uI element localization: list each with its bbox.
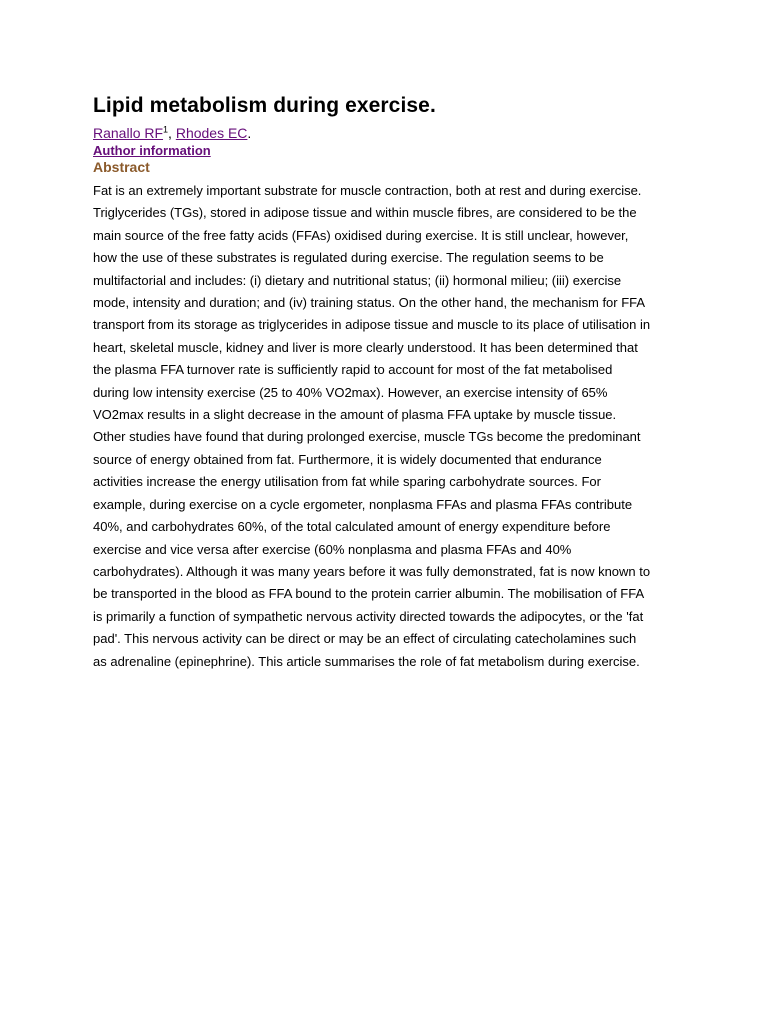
abstract-line: exercise and vice versa after exercise (60% nonplasma and plasma FFAs and 40%	[93, 541, 572, 557]
abstract-line: activities increase the energy utilisation from fat while sparing carbohydrate sources. For	[93, 474, 601, 490]
abstract-heading: Abstract	[93, 159, 150, 175]
abstract-line: the plasma FFA turnover rate is sufficiently rapid to account for most of the fat metabolised	[93, 362, 613, 378]
abstract-text	[93, 180, 683, 673]
abstract-line: Triglycerides (TGs), stored in adipose tissue and within muscle fibres, are considered to be the	[93, 205, 637, 221]
abstract-line: Fat is an extremely important substrate for muscle contraction, both at rest and during exercise.	[93, 183, 642, 198]
author-information-link[interactable]: Author information	[93, 143, 211, 158]
abstract-line: 40%, and carbohydrates 60%, of the total calculated amount of energy expenditure before	[93, 519, 611, 535]
article-title: Lipid metabolism during exercise.	[93, 94, 436, 117]
abstract-line: multifactorial and includes: (i) dietary and nutritional status; (ii) hormonal milieu; (iii) exercise	[93, 272, 622, 288]
author-affiliation-marker: 1	[163, 124, 169, 135]
article-content	[93, 92, 683, 673]
author-link-ranallo[interactable]: Ranallo RF	[93, 125, 164, 141]
abstract-line: VO2max results in a slight decrease in the amount of plasma FFA uptake by muscle tissue.	[93, 407, 617, 423]
abstract-line: Other studies have found that during prolonged exercise, muscle TGs become the predominant	[93, 429, 641, 445]
abstract-line: transport from its storage as triglycerides in adipose tissue and muscle to its place of utilisation in	[93, 317, 651, 333]
abstract-line: how the use of these substrates is regulated during exercise. The regulation seems to be	[93, 250, 604, 266]
abstract-line: as adrenaline (epinephrine). This article summarises the role of fat metabolism during exercise.	[93, 653, 640, 669]
abstract-line: is primarily a function of sympathetic nervous activity directed towards the adipocytes, or the 'fat	[93, 608, 644, 624]
abstract-line: main source of the free fatty acids (FFAs) oxidised during exercise. It is still unclear, however,	[93, 227, 629, 243]
abstract-line: be transported in the blood as FFA bound to the protein carrier albumin. The mobilisation of FFA	[93, 586, 645, 602]
abstract-line: source of energy obtained from fat. Furthermore, it is widely documented that endurance	[93, 451, 602, 467]
abstract-line: mode, intensity and duration; and (iv) training status. On the other hand, the mechanism for FFA	[93, 295, 646, 311]
author-separator: ,	[168, 125, 176, 141]
abstract-line: carbohydrates). Although it was many years before it was fully demonstrated, fat is now known to	[93, 563, 651, 579]
abstract-line: during low intensity exercise (25 to 40% VO2max). However, an exercise intensity of 65%	[93, 384, 608, 400]
abstract-line: heart, skeletal muscle, kidney and liver is more clearly understood. It has been determined that	[93, 339, 638, 355]
abstract-line: example, during exercise on a cycle ergometer, nonplasma FFAs and plasma FFAs contribute	[93, 496, 633, 512]
author-list	[93, 124, 683, 142]
author-link-rhodes[interactable]: Rhodes EC	[175, 125, 248, 141]
author-terminator: .	[247, 125, 252, 141]
abstract-line: pad'. This nervous activity can be direct or may be an effect of circulating catecholamines such	[93, 631, 637, 647]
